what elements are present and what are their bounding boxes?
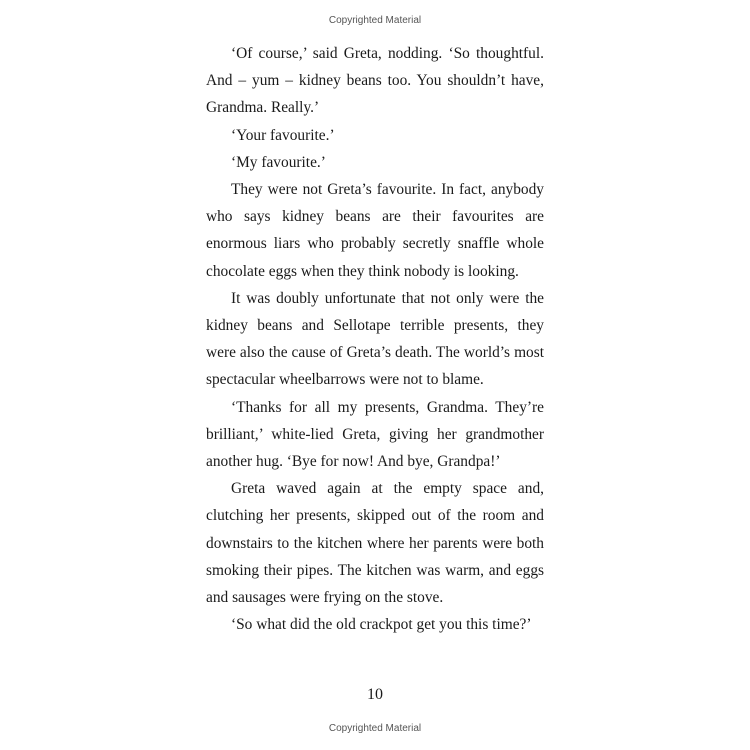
paragraph: ‘Your favourite.’ (231, 126, 335, 144)
paragraph: They were not Greta’s favourite. In fact, anybody who says kidney beans are their favourites are enormous liars who probably secretly snaffle whole chocolate eggs when they think nobody is looking. (206, 181, 544, 280)
paragraph: It was doubly unfortunate that not only were the kidney beans and Sellotape terrible presents, they were also the cause of Greta’s death. The world’s most spectacular wheelbarrows were not to blame. (206, 289, 544, 389)
page-body (206, 40, 544, 638)
paragraph: ‘My favourite.’ (231, 153, 326, 171)
paragraph: ‘Of course,’ said Greta, nodding. ‘So thoughtful. And – yum – kidney beans too. You shouldn’t have, Grandma. Really.’ (206, 45, 544, 117)
paragraph: ‘So what did the old crackpot get you this time?’ (231, 616, 532, 634)
page-number: 10 (367, 686, 383, 703)
paragraph: ‘Thanks for all my presents, Grandma. They’re brilliant,’ white-lied Greta, giving her grandmother another hug. ‘Bye for now! And bye, Grandpa!’ (206, 398, 544, 471)
copyright-footer: Copyrighted Material (328, 723, 422, 734)
paragraph: Greta waved again at the empty space and, clutching her presents, skipped out of the room and downstairs to the kitchen where her parents were both smoking their pipes. The kitchen was warm, and eggs and sausages were frying on the stove. (206, 480, 544, 607)
copyright-header: Copyrighted Material (328, 15, 422, 26)
